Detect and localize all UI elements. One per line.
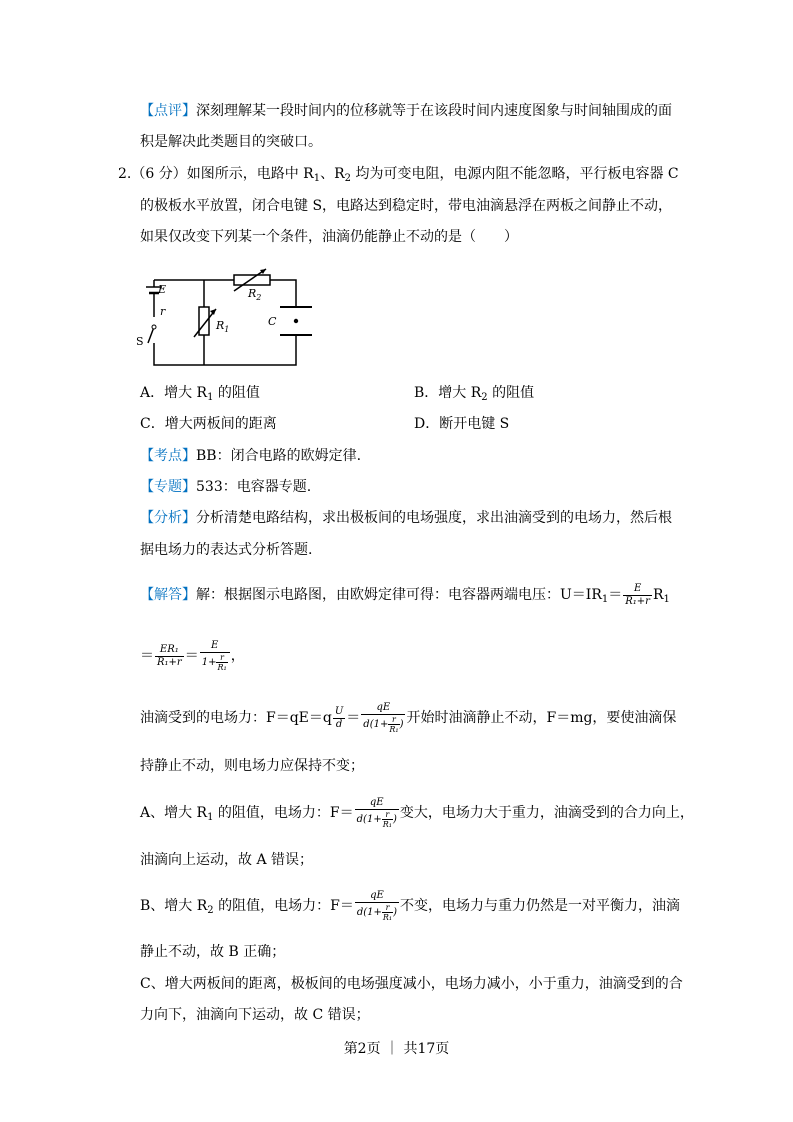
subscript: 2 (344, 173, 352, 184)
inner-num: r (388, 715, 399, 725)
inner-num: r (382, 810, 393, 820)
question-text-1a: 如图所示，电路中 R (186, 166, 314, 182)
inner-den: R₁ (217, 663, 227, 672)
fenxi-tag: 【分析】 (140, 510, 196, 526)
fenxi-line-1 (140, 508, 672, 528)
d-one-plus: d(1+ (356, 814, 382, 825)
fraction-ER1-over-R1r (155, 644, 184, 669)
jieda-c1: C、增大两板间的距离，极板间的电场强度减小，电场力减小，小于重力，油滴受到的合 (140, 976, 683, 992)
frac-den: R₁+r (157, 656, 182, 668)
jieda-text-3c: 开始时油滴静止不动，F＝mg，要使油滴保 (406, 710, 677, 726)
inner-fraction (382, 903, 393, 922)
subscript: 1 (663, 594, 670, 605)
equals: ＝ (140, 648, 154, 664)
fenxi-line-2 (140, 540, 312, 560)
jieda-line-B (140, 890, 680, 926)
jieda-a2: 油滴向上运动，故 A 错误； (140, 852, 314, 868)
question-text-1c: 均为可变电阻，电源内阻不能忽略，平行板电容器 C (351, 166, 679, 182)
frac-den (361, 715, 405, 734)
review-line-2 (140, 132, 322, 152)
equals: ＝ (608, 587, 623, 603)
frac-num: ER₁ (155, 644, 184, 657)
close-paren: ) (392, 814, 397, 825)
fenxi-text-1: 分析清楚电路结构，求出极板间的电场强度，求出油滴受到的电场力，然后根 (196, 510, 672, 526)
jieda-text-3a: 油滴受到的电场力：F＝qE＝q (140, 710, 332, 726)
subscript: 1 (601, 594, 609, 605)
equals: ＝ (346, 710, 361, 726)
subscript: 1 (207, 392, 214, 403)
kaodian-line (140, 446, 361, 466)
frac-den (355, 903, 399, 922)
option-b (414, 383, 534, 408)
jieda-tag: 【解答】 (140, 587, 196, 603)
option-b-pre: B．增大 R (414, 385, 482, 401)
close-paren: ) (399, 719, 404, 730)
label-E: E (158, 283, 167, 296)
frac-num: U (334, 705, 344, 717)
option-d-text: D．断开电键 S (414, 416, 510, 432)
jieda-text-1: 解：根据图示电路图，由欧姆定律可得：电容器两端电压：U＝IR (196, 587, 602, 603)
review-tag: 【点评】 (140, 103, 196, 119)
option-b-post: 的阻值 (487, 385, 535, 401)
frac-den (200, 653, 230, 672)
d-one-plus: d(1+ (356, 907, 382, 918)
option-a-pre: A．增大 R (140, 385, 208, 401)
question-line-1 (118, 164, 679, 189)
question-number: 2. (118, 166, 132, 182)
jieda-line-A2 (140, 850, 313, 870)
fenxi-text-2: 据电场力的表达式分析答题. (140, 542, 313, 558)
option-d (414, 414, 509, 434)
label-R1: $R_1$ (216, 319, 230, 334)
frac-num: qE (355, 797, 399, 810)
equals: ＝ (184, 648, 199, 664)
frac-den: d (335, 718, 343, 730)
question-score: （6 分） (131, 166, 187, 182)
frac-num: E (200, 640, 230, 653)
jieda-text-4: 持静止不动，则电场力应保持不变； (140, 758, 364, 774)
option-c-text: C．增大两板间的距离 (140, 416, 277, 432)
jieda-c2: 力向下，油滴向下运动，故 C 错误； (140, 1007, 370, 1023)
frac-num: qE (355, 890, 399, 903)
fraction-qE-over-d-b (355, 890, 399, 922)
inner-fraction (388, 715, 399, 734)
label-C: C (268, 315, 277, 328)
review-line-1 (140, 101, 672, 121)
jieda-line-B2 (140, 942, 285, 962)
jieda-a-post: 变大，电场力大于重力，油滴受到的合力向上， (399, 805, 694, 821)
circuit-diagram (130, 265, 330, 375)
label-S: S (136, 335, 144, 348)
inner-fraction (216, 653, 227, 672)
jieda-b-post: 不变，电场力与重力仍然是一对平衡力，油滴 (400, 898, 681, 914)
question-text-2: 的极板水平放置，闭合电键 S，电路达到稳定时，带电油滴悬浮在两板之间静止不动， (140, 198, 673, 214)
label-R2: $R_2$ (248, 287, 262, 302)
zhuanti-text: 533：电容器专题. (196, 479, 312, 495)
jieda-line-4 (140, 756, 364, 776)
page-footer: 第2页 ｜ 共17页 (343, 1041, 450, 1057)
frac-den (355, 810, 399, 829)
subscript: 2 (207, 905, 214, 916)
label-r: r (160, 305, 166, 318)
subscript: 1 (313, 173, 321, 184)
review-text-2: 积是解决此类题目的突破口。 (140, 134, 322, 150)
question-line-3 (140, 227, 518, 247)
jieda-line-C2 (140, 1005, 370, 1025)
inner-num: r (382, 903, 393, 913)
option-a-post: 的阻值 (213, 385, 260, 401)
r1-symbol: R (652, 587, 664, 603)
subscript: 1 (207, 812, 214, 823)
fraction-qE-over-d (361, 702, 405, 734)
subscript: 2 (481, 392, 488, 403)
fraction-E-over-R1r (623, 583, 652, 608)
close-paren: ) (393, 907, 398, 918)
oil-droplet (294, 319, 298, 323)
jieda-line-2 (140, 640, 245, 672)
jieda-line-A (140, 797, 694, 833)
r1-arrow-head (210, 309, 216, 315)
fraction-U-over-d (333, 706, 345, 731)
one-plus: 1+ (201, 657, 217, 668)
question-text-1b: 、R (320, 166, 345, 182)
zhuanti-tag: 【专题】 (140, 479, 196, 495)
inner-den: R₁ (382, 913, 393, 922)
question-text-3: 如果仅改变下列某一个条件，油滴仍能静止不动的是（ ） (140, 229, 518, 245)
jieda-line-1 (140, 582, 670, 613)
option-a (140, 383, 260, 408)
jieda-a-pre: A、增大 R (140, 805, 208, 821)
question-line-2 (140, 196, 672, 216)
jieda-b-mid: 的阻值，电场力：F＝ (213, 898, 354, 914)
comma: ， (230, 648, 245, 664)
fraction-qE-over-d-a (355, 797, 399, 829)
option-c (140, 414, 277, 434)
fraction-E-over-1rR1 (200, 640, 230, 672)
review-text-1: 深刻理解某一段时间内的位移就等于在该段时间内速度图象与时间轴围成的面 (196, 103, 672, 119)
frac-num: qE (361, 702, 405, 715)
jieda-a-mid: 的阻值，电场力：F＝ (213, 805, 354, 821)
jieda-b2: 静止不动，故 B 正确； (140, 944, 286, 960)
jieda-line-3 (140, 702, 676, 734)
frac-num: E (623, 583, 652, 596)
inner-den: R₁ (389, 725, 399, 734)
inner-fraction (382, 810, 393, 829)
zhuanti-line (140, 477, 311, 497)
kaodian-text: BB：闭合电路的欧姆定律. (196, 448, 362, 464)
inner-den: R₁ (382, 820, 392, 829)
frac-den: R₁+r (625, 595, 650, 607)
jieda-line-C1 (140, 974, 683, 994)
inner-num: r (216, 653, 227, 663)
kaodian-tag: 【考点】 (140, 448, 196, 464)
d-one-plus: d(1+ (363, 719, 389, 730)
jieda-b-pre: B、增大 R (140, 898, 208, 914)
